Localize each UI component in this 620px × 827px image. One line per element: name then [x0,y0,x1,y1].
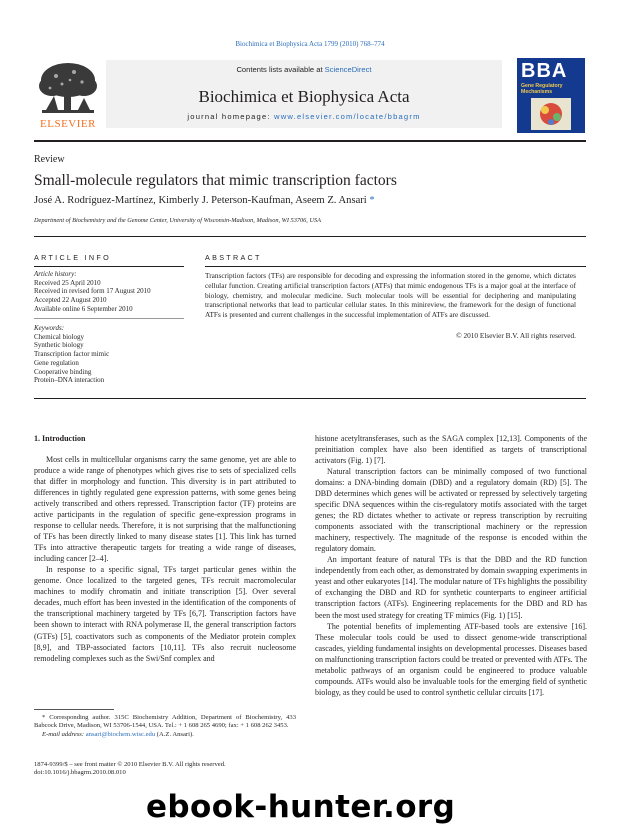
body-right-column [315,433,587,698]
journal-homepage [106,112,502,121]
body-left-column [34,454,296,664]
keywords [34,324,194,385]
history-item: Available online 6 September 2010 [34,304,133,313]
issn: 1874-9399/$ – see front matter © 2010 Elsevier B.V. All rights reserved. [34,761,226,768]
keyword: Gene regulation [34,358,79,367]
contents-prefix: Contents lists available at [236,65,325,74]
article-title: Small-molecule regulators that mimic transcription factors [34,172,397,189]
history-item: Accepted 22 August 2010 [34,296,107,305]
keywords-label: Keywords: [34,324,65,332]
abstract-text: Transcription factors (TFs) are responsible for decoding and expressing the information stored in the genome, which dictates cellular function. Creating artificial transcription factors (ATFs) that mimic endogenous TFs is a major goal at the interface of biology, chemistry, and molecular medicine. Such molecular tools will be essential for deciphering and manipulating transcriptional networks that lead to particular cellular states. In this minireview, the framework for the design of functional ATFs is presented and current challenges in the successful implementation of ATFs are discussed. [205,271,576,320]
keyword: Synthetic biology [34,341,84,350]
cover-title: BBA [521,60,568,82]
keywords-rule [34,318,184,319]
contents-line [106,65,502,74]
title-rule [34,236,586,237]
keyword: Protein–DNA interaction [34,376,105,385]
journal-header [106,60,502,128]
header-rule [34,140,586,142]
keyword: Cooperative binding [34,367,92,376]
history-item: Received 25 April 2010 [34,278,101,287]
paragraph: In response to a specific signal, TFs target particular genes within the genome. Once localized to the targeted genes, TFs recruit macromolecular machines to modify chromatin and initiate transcription [5]. Over several decades, much effort has been invested in the identification of the components of the transcriptional machinery targeted by TFs [6,7]. Transcription factors have been shown to interact with RNA polymerase II, the general transcription factors (GTFs) [5], coactivators such as components of the Mediator protein complex [8,9], and TBP-associated factors [10,11]. TFs also recruit nucleosome remodeling complexes such as the Swi/Snf complex and [34,565,296,663]
citation-line[interactable]: Biochimica et Biophysica Acta 1799 (2010) 768–774 [235,40,385,48]
history-item: Received in revised form 17 August 2010 [34,287,151,296]
issn-block [34,761,226,778]
history-label: Article history: [34,270,77,278]
cover-subtitle: Gene Regulatory Mechanisms [521,83,563,95]
author-list [34,195,375,206]
article-history [34,270,194,314]
watermark: ebook-hunter.org [146,789,456,825]
article-info-rule [34,266,184,267]
journal-cover [517,58,585,133]
keyword: Chemical biology [34,332,84,341]
footnote [34,714,296,739]
doi-link[interactable]: doi:10.1016/j.bbagrm.2010.08.010 [34,769,126,777]
article-type: Review [34,154,65,165]
email-link[interactable]: ansari@biochem.wisc.edu [85,730,156,738]
homepage-prefix: journal homepage: [187,112,275,121]
abstract-heading: ABSTRACT [205,253,262,262]
abstract-rule [205,266,586,267]
paragraph: The potential benefits of implementing ATF-based tools are extensive [16]. These molecular tools could be used to dissect genome-wide transcriptional cascades, yielding fundamental insights on developmental processes. Diseases based on malfunctioning transcription factors could be treated or prevented with ATFs. The metabolic pathways of an organism could be engineered to produce valuable compounds. ATFs would also be invaluable tools for the emerging field of synthetic biology, as they could be used to control synthetic cellular circuits [17]. [315,621,587,697]
homepage-link[interactable]: www.elsevier.com/locate/bbagrm [274,112,421,121]
email-label: E-mail address: [42,730,86,738]
section-heading: 1. Introduction [34,434,86,443]
keyword: Transcription factor mimic [34,350,110,359]
cover-art-icon [531,98,571,130]
publisher-name: ELSEVIER [40,118,96,130]
corresponding-note: * Corresponding author. 315C Biochemistry Addition, Department of Biochemistry, 433 Babcock Drive, Madison, WI 53706-1544, USA. Tel.: + 1 608 265 4690; fax: + 1 608 262 3453. [34,714,296,730]
authors: José A. Rodríguez-Martínez, Kimberly J. Peterson-Kaufman, Aseem Z. Ansari [34,195,367,206]
corresponding-author-link[interactable]: * [369,195,375,206]
footnote-rule [34,709,114,710]
paragraph: An important feature of natural TFs is that the DBD and the RD function independently from each other, as demonstrated by domain swapping experiments in yeast and other eukaryotes [14]. The modular nature of TFs highlights the possibility of exchanging the DBD and RD for synthetic counterparts to engineer artificial transcription factors (ATFs). Engineering replacements for the DBD and RD has been the most used strategy for creating TF mimics (Fig. 1) [15]. [315,555,587,620]
paragraph: Most cells in multicellular organisms carry the same genome, yet are able to produce a wide range of phenotypes which gives rise to sets of specialized cells that differ in morphology and function. This diversity is in part attributed to differences in tightly regulated gene expression patterns, with some genes being actively transcribed and others repressed. Transcription factor (TF) proteins are active participants in the regulation of specific gene-expression programs in response to cellular needs. Therefore, it is not surprising that the malfunctioning of TFs has been directly linked to many disease states [1]. This link has turned TFs into attractive therapeutic targets for treating a wide range of diseases, including cancer [2–4]. [34,455,296,564]
article-info-heading: ARTICLE INFO [34,253,111,262]
affiliation: Department of Biochemistry and the Genome Center, University of Wisconsin-Madison, Madison, WI 53706, USA [34,217,321,224]
sciencedirect-link[interactable]: ScienceDirect [324,65,372,74]
abstract-bottom-rule [34,398,586,399]
email-line [34,731,296,739]
email-suffix: (A.Z. Ansari). [155,730,194,738]
paragraph: Natural transcription factors can be minimally composed of two functional domains: a DNA-binding domain (DBD) and a regulatory domain (RD) [5]. The DBD determines which genes will be activated or repressed by selectively targeting specific DNA sequences within the cis-regulatory motifs associated with the target genes; the RD dictates whether to activate or repress transcription by recruiting components associated with the transcriptional machinery or the repression machinery, respectively. The magnitude of the response is encoded within the regulatory domain. [315,467,587,554]
paragraph: histone acetyltransferases, such as the SAGA complex [12,13]. Components of the preinitiation complex have also been identified as targets of transcriptional activators (Fig. 1) [7]. [315,434,587,466]
elsevier-logo [34,58,102,132]
copyright: © 2010 Elsevier B.V. All rights reserved. [456,331,576,340]
journal-title: Biochimica et Biophysica Acta [198,87,410,106]
